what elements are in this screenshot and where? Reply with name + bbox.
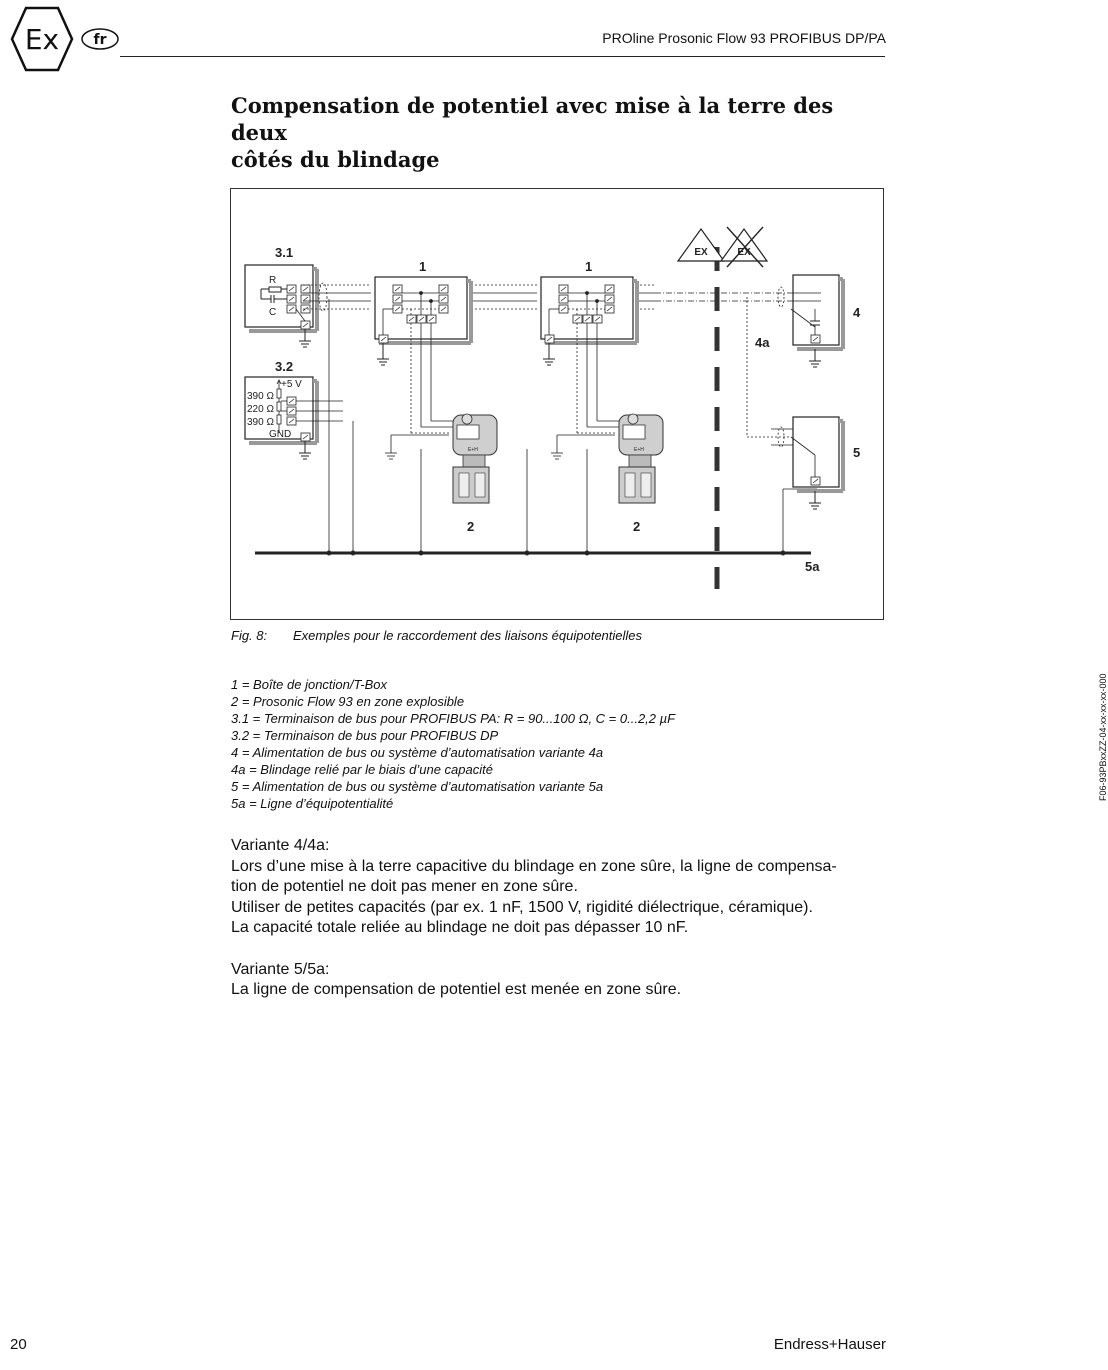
label-3-2: 3.2 <box>275 359 294 374</box>
label-tbox-a: 1 <box>419 259 427 274</box>
label-390-ohm-a: 390 Ω <box>247 391 274 402</box>
variant-4-title: Variante 4/4a: <box>231 837 330 854</box>
legend-item: 3.2 = Terminaison de bus pour PROFIBUS DP <box>231 728 499 743</box>
flowmeter-a <box>453 414 497 503</box>
bus-supply-5a <box>791 417 843 509</box>
brand-name: Endress+Hauser <box>773 1336 886 1353</box>
section-title-line2: côtés du blindage <box>231 147 440 172</box>
legend-item: 5 = Alimentation de bus ou système d’automatisation variante 5a <box>231 779 604 794</box>
tbox-b <box>541 277 637 365</box>
ex-logo <box>10 6 74 72</box>
label-gnd: GND <box>269 429 292 440</box>
variant-4-line: tion de potentiel ne doit pas mener en zone sûre. <box>231 878 578 895</box>
figure-caption <box>231 628 643 643</box>
label-5a: 5a <box>805 559 820 574</box>
language-badge <box>80 27 120 51</box>
legend-item: 2 = Prosonic Flow 93 en zone explosible <box>231 694 465 709</box>
figure-caption-text: Exemples pour le raccordement des liaisons équipotentielles <box>293 628 643 643</box>
label-220-ohm: 220 Ω <box>247 404 274 415</box>
variant-4-line: La capacité totale reliée au blindage ne doit pas dépasser 10 nF. <box>231 919 689 936</box>
label-4: 4 <box>853 305 861 320</box>
legend-item: 3.1 = Terminaison de bus pour PROFIBUS PA: R = 90...100 Ω, C = 0...2,2 µF <box>231 711 676 726</box>
variant-4-line: Utiliser de petites capacités (par ex. 1 nF, 1500 V, rigidité diélectrique, céramique). <box>231 898 813 916</box>
header-rule <box>120 56 885 57</box>
label-5: 5 <box>853 445 861 460</box>
legend-item: 5a = Ligne d’équipotentialité <box>231 796 394 811</box>
section-title <box>231 92 891 173</box>
tbox-a <box>375 277 471 365</box>
flowmeter-a-brand: E+H <box>468 447 478 453</box>
body-text <box>231 836 891 1001</box>
non-ex-zone-sign-text: EX <box>737 247 751 258</box>
legend-item: 1 = Boîte de jonction/T-Box <box>231 677 387 692</box>
ex-logo-text: Ex <box>24 23 60 56</box>
flowmeter-b <box>619 414 663 503</box>
page-number: 20 <box>10 1336 27 1353</box>
label-c: C <box>269 307 277 318</box>
variant-5-title: Variante 5/5a: <box>231 960 330 978</box>
ex-zone-sign-text: EX <box>694 247 708 258</box>
legend-item: 4 = Alimentation de bus ou système d’automatisation variante 4a <box>231 745 604 760</box>
figure-caption-number: Fig. 8: <box>231 628 268 643</box>
label-390-ohm-b: 390 Ω <box>247 417 274 428</box>
legend-item: 4a = Blindage relié par le biais d’une capacité <box>231 762 493 777</box>
flowmeter-b-brand: E+H <box>634 447 644 453</box>
figure-reference-code: F06-93PBxxZZ-04-xx-xx-xx-000 <box>1098 673 1108 801</box>
label-flowmeter-a: 2 <box>467 519 475 534</box>
figure-legend <box>231 676 675 812</box>
label-tbox-b: 1 <box>585 259 593 274</box>
variant-5-line: La ligne de compensation de potentiel est menée en zone sûre. <box>231 981 682 998</box>
bus-termination-pa <box>245 265 317 347</box>
label-r: R <box>269 275 277 286</box>
equipotential-line <box>255 299 817 555</box>
non-ex-zone-sign <box>721 227 767 267</box>
label-plus5v: +5 V <box>281 379 302 390</box>
header-title: PROline Prosonic Flow 93 PROFIBUS DP/PA <box>602 30 886 46</box>
label-3-1: 3.1 <box>275 245 294 260</box>
label-flowmeter-b: 2 <box>633 519 641 534</box>
language-badge-text: fr <box>93 32 107 48</box>
wiring-diagram <box>231 189 883 619</box>
section-title-line1: Compensation de potentiel avec mise à la terre des deux <box>231 93 834 145</box>
label-4a: 4a <box>755 335 770 350</box>
variant-4-line: Lors d’une mise à la terre capacitive du blindage en zone sûre, la ligne de compensa- <box>231 857 837 875</box>
ex-zone-sign <box>678 229 724 261</box>
bus-supply-4a <box>791 275 843 367</box>
